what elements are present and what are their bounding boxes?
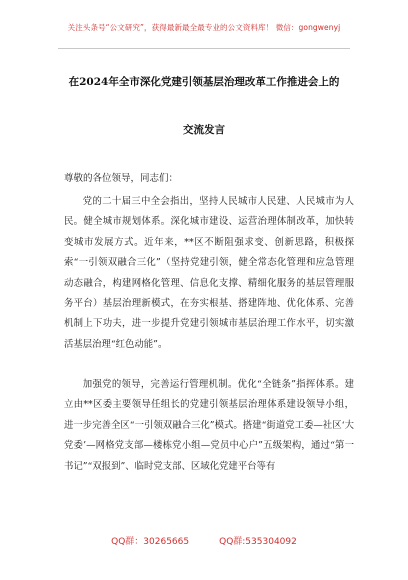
header-promo-note: 关注头条号“公文研究”，获得最新最全最专业的公文资料库！ 微信：gongwenyj: [67, 23, 341, 32]
document-title-line2: 交流发言: [183, 124, 225, 136]
footer-qq-group-2: QQ群:535304092: [219, 537, 297, 547]
document-title-line1: 在2024年全市深化党建引领基层治理改革工作推进会上的: [68, 76, 340, 88]
salutation: 尊敬的各位领导，同志们：: [64, 173, 179, 184]
body-paragraph-1: 党的二十届三中全会指出，坚持人民城市人民建、人民城市为人民。健全城市规划体系。深化城市建设、运营治理体制改革，加快转变城市发展方式。近年来，**区不断阻强求变、创新思路，积极探索“一引领双融合三化”（坚持党建引领，健全常态化管理和应急管理动态融合，构建网格化管理、信息化支撑、精细化服务的基层管理服务平台）基层治理新模式，在夯实根基、搭建阵地、优化体系、完善机制上下功夫，进一步提升党建引领城市基层治理工作水平，切实激活基层治理“红色动能”。: [64, 196, 354, 350]
footer-qq-groups: [0, 534, 408, 547]
footer-qq-group-1: QQ群：30265665: [111, 537, 190, 547]
body-paragraph-2: 加强党的领导，完善运行管理机制。优化“全链条”指挥体系。建立由**区委主要领导任组长的党建引领基层治理体系建设领导小组，进一步完善全区“一引领双融合三化”模式。搭建“街道党工委—社区‘大党委’—网格党支部—楼栋党小组—党员中心户”五级架构，通过“第一书记”“双报到”、临时党支部、区域化党建平台等有: [64, 379, 354, 472]
header-divider: [58, 48, 350, 49]
